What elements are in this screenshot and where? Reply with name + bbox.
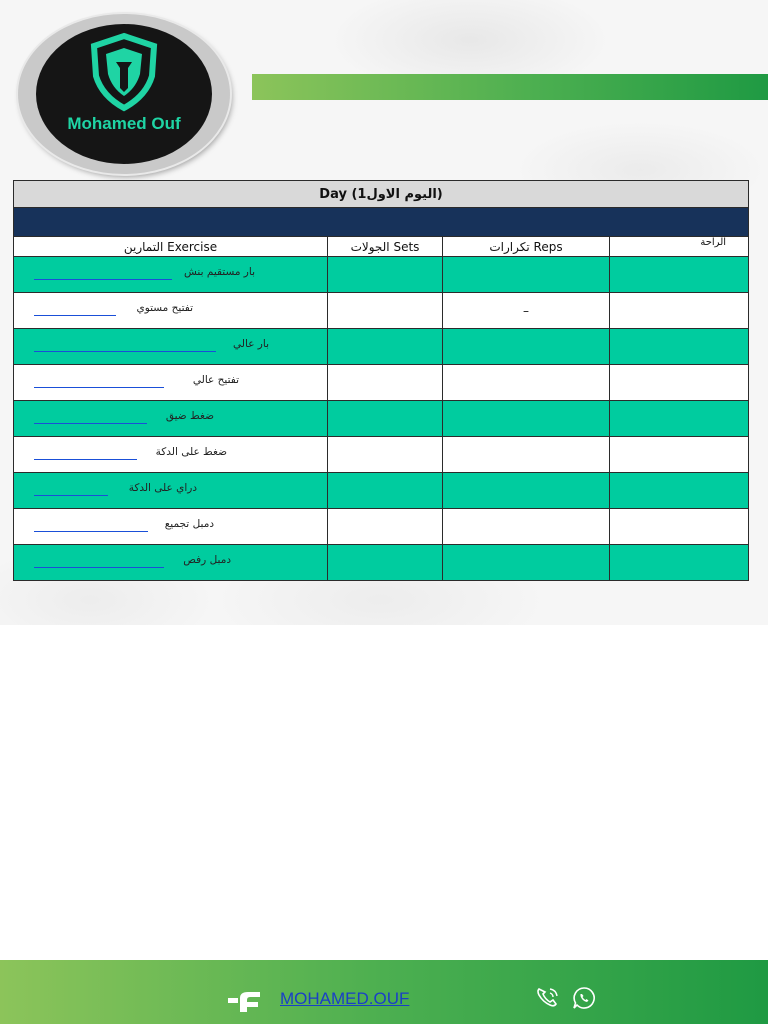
reps-cell (443, 509, 610, 545)
reps-cell (443, 437, 610, 473)
day-title: Day (اليوم الاول1) (14, 181, 749, 208)
exercise-video-link[interactable] (34, 387, 164, 388)
table-row (14, 257, 749, 293)
table-row (14, 293, 749, 329)
table-row (14, 509, 749, 545)
spartan-helmet-shield-icon (84, 32, 164, 112)
header-exercise: التمارين Exercise (14, 237, 328, 257)
exercise-video-link[interactable] (34, 315, 116, 316)
table-row (14, 329, 749, 365)
exercise-cell[interactable] (14, 257, 328, 293)
reps-cell (443, 473, 610, 509)
exercise-cell[interactable] (14, 509, 328, 545)
reps-cell (443, 329, 610, 365)
rest-cell (610, 257, 749, 293)
sets-cell (328, 329, 443, 365)
rest-cell (610, 545, 749, 581)
reps-cell (443, 257, 610, 293)
logo-brand-text: Mohamed Ouf (67, 114, 181, 133)
exercise-cell[interactable] (14, 401, 328, 437)
exercise-name: ضغط على الدكة (155, 446, 227, 458)
rest-cell (610, 401, 749, 437)
reps-cell (443, 401, 610, 437)
exercise-name: بار عالي (233, 338, 269, 350)
rest-cell (610, 293, 749, 329)
header-green-bar (252, 74, 768, 100)
table-row (14, 545, 749, 581)
reps-cell (443, 365, 610, 401)
facebook-icon[interactable] (228, 990, 262, 1012)
exercise-name: ضغط ضيق (165, 410, 214, 422)
exercise-name: دمبل رفص (183, 554, 231, 566)
header-rest: الراحة (610, 237, 749, 257)
table-row (14, 473, 749, 509)
logo-badge (36, 24, 212, 164)
website-link[interactable]: MOHAMED.OUF (280, 989, 410, 1008)
exercise-name: دراي على الدكة (128, 482, 197, 494)
reps-cell: – (443, 293, 610, 329)
sets-cell (328, 509, 443, 545)
exercise-video-link[interactable] (34, 459, 137, 460)
exercise-cell[interactable] (14, 329, 328, 365)
sets-cell (328, 257, 443, 293)
table-row (14, 437, 749, 473)
header-reps: تكرارات Reps (443, 237, 610, 257)
sets-cell (328, 545, 443, 581)
exercise-name: دمبل تجميع (164, 518, 214, 530)
exercise-video-link[interactable] (34, 351, 216, 352)
brand-logo (18, 14, 230, 174)
table-row (14, 401, 749, 437)
sets-cell (328, 473, 443, 509)
exercise-video-link[interactable] (34, 423, 147, 424)
exercise-cell[interactable] (14, 365, 328, 401)
exercise-cell[interactable] (14, 293, 328, 329)
sets-cell (328, 293, 443, 329)
footer-bar (0, 960, 768, 1024)
rest-cell (610, 365, 749, 401)
exercise-video-link[interactable] (34, 279, 172, 280)
exercise-cell[interactable] (14, 437, 328, 473)
section-banner (14, 208, 749, 237)
exercise-name: تفتيح مستوي (136, 302, 193, 314)
workout-table (13, 180, 749, 581)
exercise-video-link[interactable] (34, 531, 148, 532)
exercise-name: بار مستقيم بنش (184, 266, 255, 278)
rest-cell (610, 329, 749, 365)
phone-icon[interactable] (535, 986, 561, 1008)
header-sets: الجولات Sets (328, 237, 443, 257)
rest-cell (610, 437, 749, 473)
exercise-name: تفتيح عالي (192, 374, 239, 386)
sets-cell (328, 365, 443, 401)
exercise-cell[interactable] (14, 473, 328, 509)
exercise-video-link[interactable] (34, 495, 108, 496)
exercise-video-link[interactable] (34, 567, 164, 568)
rest-cell (610, 509, 749, 545)
whatsapp-icon[interactable] (572, 986, 596, 1010)
exercise-cell[interactable] (14, 545, 328, 581)
sets-cell (328, 437, 443, 473)
rest-cell (610, 473, 749, 509)
table-row (14, 365, 749, 401)
sets-cell (328, 401, 443, 437)
reps-cell (443, 545, 610, 581)
